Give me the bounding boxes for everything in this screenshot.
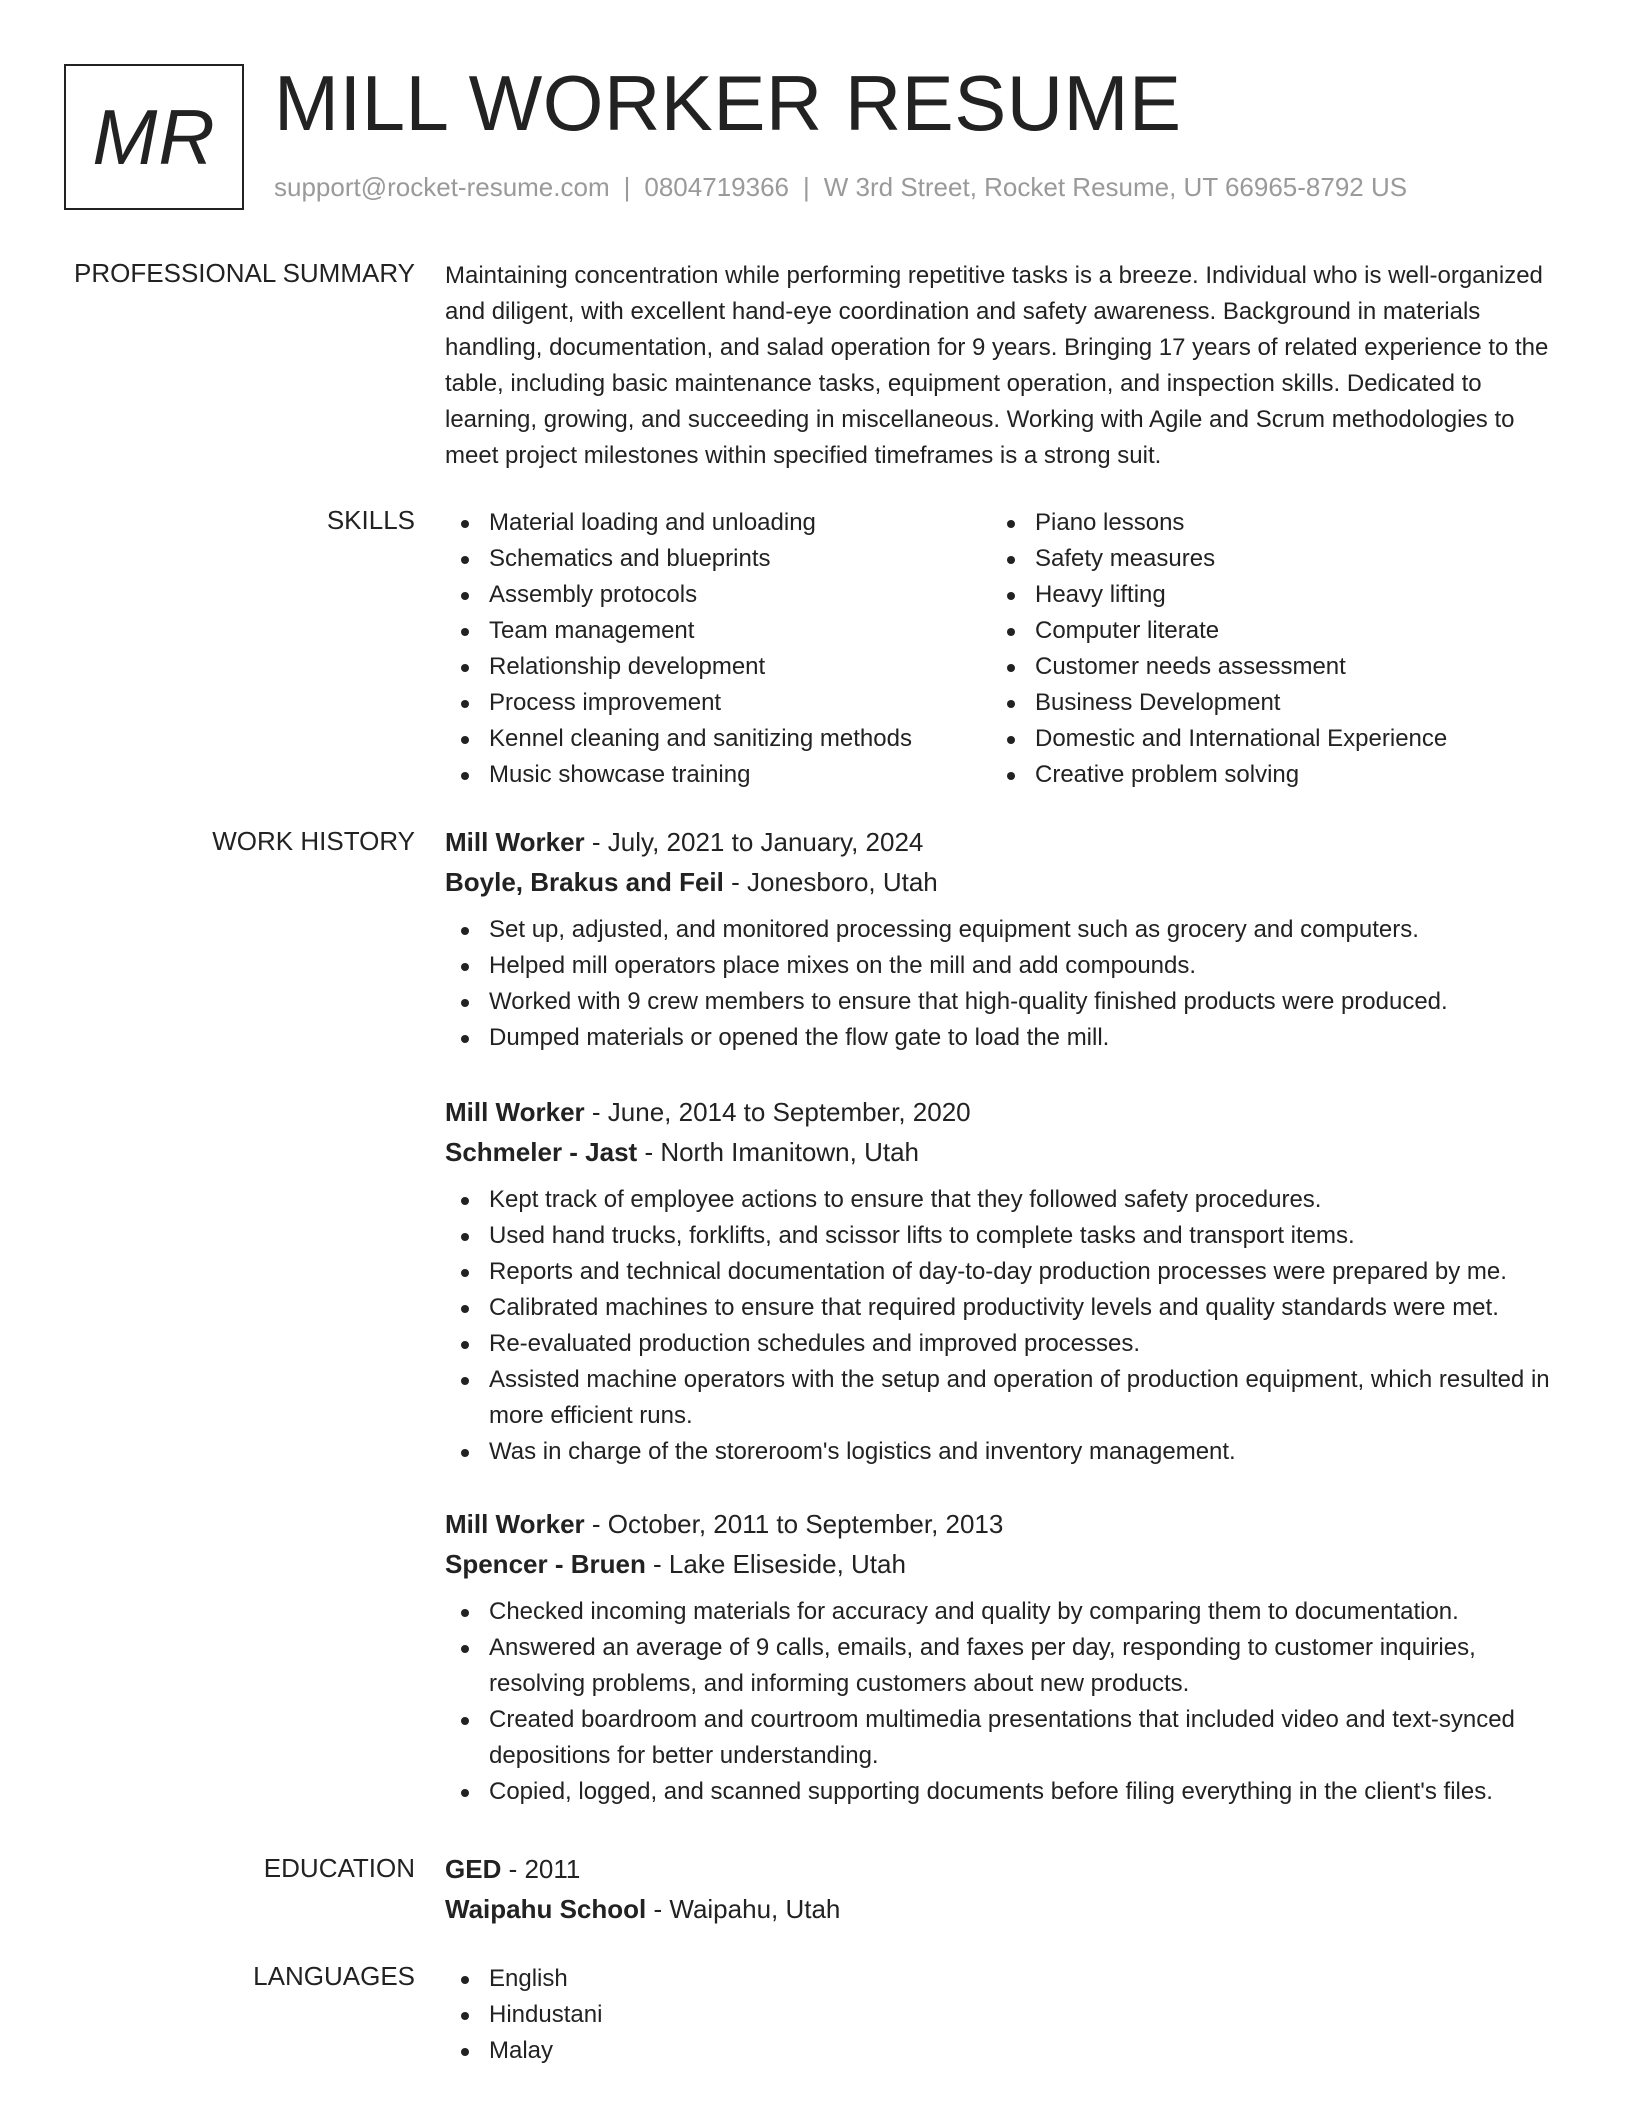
- skill-item: Relationship development: [445, 649, 991, 685]
- languages-list: [445, 1961, 1565, 2069]
- contact-line: [274, 172, 1407, 203]
- skill-item: Creative problem solving: [991, 757, 1537, 793]
- job-company-line: [445, 1544, 1565, 1584]
- education-entry: [445, 1849, 1565, 1929]
- job-title: Mill Worker: [445, 827, 585, 857]
- job-bullet: Checked incoming materials for accuracy and quality by comparing them to documentation.: [445, 1594, 1565, 1630]
- job-dates: - July, 2021 to January, 2024: [584, 827, 924, 857]
- job-bullet: Helped mill operators place mixes on the mill and add compounds.: [445, 948, 1565, 984]
- job-title-line: [445, 1092, 1565, 1132]
- resume-header: [64, 59, 1568, 210]
- job-company: Schmeler - Jast: [445, 1137, 638, 1167]
- job-entry: [445, 822, 1565, 1056]
- education-school-line: [445, 1889, 1565, 1929]
- job-bullet: Assisted machine operators with the setup and operation of production equipment, which resulted in more efficient runs.: [445, 1362, 1565, 1434]
- job-bullets: [445, 912, 1565, 1056]
- monogram-badge: [64, 64, 244, 210]
- job-title: Mill Worker: [445, 1097, 585, 1127]
- skill-item: Team management: [445, 613, 991, 649]
- skill-item: Domestic and International Experience: [991, 721, 1537, 757]
- job-dates: - October, 2011 to September, 2013: [584, 1509, 1004, 1539]
- skills-columns: [445, 505, 1565, 793]
- section-label-languages: LANGUAGES: [253, 1961, 415, 1991]
- job-bullet: Was in charge of the storeroom's logistics and inventory management.: [445, 1434, 1565, 1470]
- job-dates: - June, 2014 to September, 2020: [584, 1097, 971, 1127]
- contact-address: W 3rd Street, Rocket Resume, UT 66965-8792 US: [823, 172, 1408, 202]
- job-bullet: Calibrated machines to ensure that required productivity levels and quality standards were met.: [445, 1290, 1565, 1326]
- skill-item: Safety measures: [991, 541, 1537, 577]
- skill-item: Computer literate: [991, 613, 1537, 649]
- summary-text: Maintaining concentration while performing repetitive tasks is a breeze. Individual who is well-organized and diligent, with excellent hand-eye coordination and safety awareness. Background in materials handling, documentation, and salad operation for 9 years. Bringing 17 years of related experience to the table, including basic maintenance tasks, equipment operation, and inspection skills. Dedicated to learning, growing, and succeeding in miscellaneous. Working with Agile and Scrum methodologies to meet project milestones within specified timeframes is a strong suit.: [445, 262, 1549, 469]
- skill-item: Schematics and blueprints: [445, 541, 991, 577]
- job-location: - North Imanitown, Utah: [637, 1137, 919, 1167]
- job-entry: [445, 1092, 1565, 1470]
- job-bullet: Answered an average of 9 calls, emails, and faxes per day, responding to customer inquiries, resolving problems, and informing customers about new products.: [445, 1630, 1565, 1702]
- section-label-skills: SKILLS: [326, 505, 415, 535]
- job-bullets: [445, 1182, 1565, 1470]
- job-company-line: [445, 1132, 1565, 1172]
- job-bullet: Set up, adjusted, and monitored processing equipment such as grocery and computers.: [445, 912, 1565, 948]
- contact-separator: |: [803, 172, 810, 202]
- skills-list-left: [445, 505, 991, 793]
- contact-email[interactable]: support@rocket-resume.com: [274, 172, 610, 202]
- education-degree: GED: [445, 1854, 502, 1884]
- job-bullets: [445, 1594, 1565, 1810]
- resume-title: MILL WORKER RESUME: [274, 59, 1182, 147]
- job-bullet: Used hand trucks, forklifts, and scissor lifts to complete tasks and transport items.: [445, 1218, 1565, 1254]
- language-item: English: [445, 1961, 1565, 1997]
- section-label-summary: PROFESSIONAL SUMMARY: [74, 258, 415, 288]
- education-school: Waipahu School: [445, 1894, 647, 1924]
- education-year: - 2011: [501, 1854, 581, 1884]
- skill-item: Process improvement: [445, 685, 991, 721]
- job-entry: [445, 1504, 1565, 1810]
- skill-item: Assembly protocols: [445, 577, 991, 613]
- section-label-work-history: WORK HISTORY: [212, 826, 415, 856]
- skill-item: Business Development: [991, 685, 1537, 721]
- skills-list-right: [991, 505, 1537, 793]
- job-bullet: Kept track of employee actions to ensure that they followed safety procedures.: [445, 1182, 1565, 1218]
- monogram-initials: MR: [92, 92, 216, 181]
- job-bullet: Re-evaluated production schedules and improved processes.: [445, 1326, 1565, 1362]
- language-item: Malay: [445, 2033, 1565, 2069]
- contact-phone[interactable]: 0804719366: [644, 172, 789, 202]
- job-location: - Lake Eliseside, Utah: [645, 1549, 906, 1579]
- education-location: - Waipahu, Utah: [646, 1894, 841, 1924]
- skill-item: Music showcase training: [445, 757, 991, 793]
- job-location: - Jonesboro, Utah: [723, 867, 938, 897]
- job-company: Spencer - Bruen: [445, 1549, 646, 1579]
- job-title-line: [445, 1504, 1565, 1544]
- jobs-list: [445, 822, 1565, 1810]
- language-item: Hindustani: [445, 1997, 1565, 2033]
- job-bullet: Copied, logged, and scanned supporting documents before filing everything in the client's files.: [445, 1774, 1565, 1810]
- job-bullet: Created boardroom and courtroom multimedia presentations that included video and text-synced depositions for better understanding.: [445, 1702, 1565, 1774]
- skill-item: Customer needs assessment: [991, 649, 1537, 685]
- skill-item: Material loading and unloading: [445, 505, 991, 541]
- job-title-line: [445, 822, 1565, 862]
- skill-item: Piano lessons: [991, 505, 1537, 541]
- section-label-education: EDUCATION: [263, 1853, 415, 1883]
- skill-item: Heavy lifting: [991, 577, 1537, 613]
- job-bullet: Reports and technical documentation of day-to-day production processes were prepared by me.: [445, 1254, 1565, 1290]
- skill-item: Kennel cleaning and sanitizing methods: [445, 721, 991, 757]
- job-company: Boyle, Brakus and Feil: [445, 867, 724, 897]
- job-bullet: Worked with 9 crew members to ensure that high-quality finished products were produced.: [445, 984, 1565, 1020]
- job-title: Mill Worker: [445, 1509, 585, 1539]
- education-degree-line: [445, 1849, 1565, 1889]
- contact-separator: |: [623, 172, 631, 202]
- job-bullet: Dumped materials or opened the flow gate to load the mill.: [445, 1020, 1565, 1056]
- job-company-line: [445, 862, 1565, 902]
